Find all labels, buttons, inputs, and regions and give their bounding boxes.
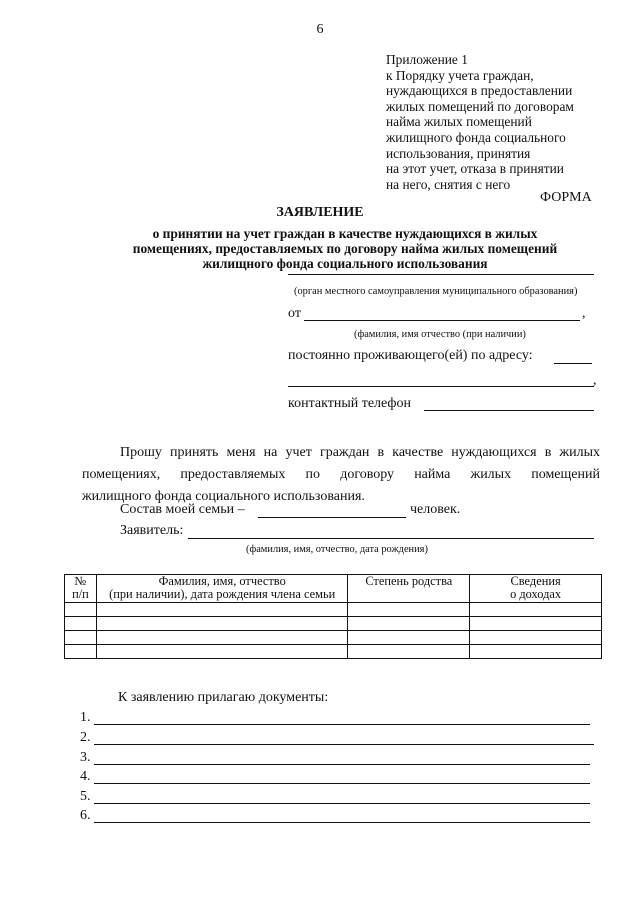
appendix-line: на этот учет, отказа в принятии bbox=[386, 161, 564, 177]
table-row[interactable] bbox=[65, 617, 602, 631]
from-comma: , bbox=[582, 306, 586, 321]
phone-label: контактный телефон bbox=[288, 396, 411, 411]
request-line: жилищного фонда социального использования. bbox=[82, 489, 365, 504]
subtitle-line: о принятии на учет граждан в качестве нуждающихся в жилых bbox=[152, 226, 538, 241]
document-line-4[interactable] bbox=[94, 783, 590, 784]
request-paragraph bbox=[82, 442, 600, 508]
fio-caption: (фамилия, имя отчество (при наличии) bbox=[354, 329, 526, 340]
document-line-3[interactable] bbox=[94, 764, 590, 765]
from-label: от bbox=[288, 306, 301, 321]
organ-field-line[interactable] bbox=[288, 274, 594, 275]
table-row[interactable] bbox=[65, 645, 602, 659]
document-subtitle bbox=[60, 226, 630, 271]
from-field-line[interactable] bbox=[304, 320, 580, 321]
applicant-caption: (фамилия, имя, отчество, дата рождения) bbox=[246, 544, 428, 555]
document-item-number: 5. bbox=[80, 789, 91, 804]
appendix-line: найма жилых помещений bbox=[386, 114, 532, 130]
form-label: ФОРМА bbox=[540, 190, 592, 205]
address-comma: , bbox=[593, 373, 597, 388]
appendix-line: к Порядку учета граждан, bbox=[386, 67, 534, 83]
document-title: ЗАЯВЛЕНИЕ bbox=[276, 205, 364, 220]
document-item-number: 2. bbox=[80, 730, 91, 745]
address-field-line-2[interactable] bbox=[288, 386, 594, 387]
phone-field-line[interactable] bbox=[424, 410, 594, 411]
documents-label: К заявлению прилагаю документы: bbox=[118, 690, 329, 705]
appendix-line: жилых помещений по договорам bbox=[386, 98, 574, 114]
appendix-line: Приложение 1 bbox=[386, 52, 468, 67]
applicant-label: Заявитель: bbox=[120, 523, 184, 538]
appendix-line: нуждающихся в предоставлении bbox=[386, 83, 573, 99]
document-line-5[interactable] bbox=[94, 803, 590, 804]
header-relation: Степень родства bbox=[348, 575, 470, 603]
document-item-number: 1. bbox=[80, 710, 91, 725]
request-line: помещениях, предоставляемых по договору найма жилых помещений bbox=[82, 467, 600, 482]
page-number: 6 bbox=[316, 22, 324, 37]
header-fio: Фамилия, имя, отчество (при наличии), дата рождения члена семьи bbox=[96, 575, 347, 603]
subtitle-line: помещениях, предоставляемых по договору найма жилых помещений bbox=[132, 241, 558, 256]
document-item-number: 4. bbox=[80, 769, 91, 784]
applicant-field-line[interactable] bbox=[188, 538, 594, 539]
family-members-table bbox=[64, 574, 602, 659]
address-field-line-1[interactable] bbox=[554, 363, 592, 364]
header-number: № п/п bbox=[65, 575, 97, 603]
family-count-line[interactable] bbox=[258, 517, 406, 518]
appendix-block bbox=[386, 52, 626, 192]
table-row[interactable] bbox=[65, 631, 602, 645]
organ-caption: (орган местного самоуправления муниципального образования) bbox=[294, 286, 578, 297]
table-header-row bbox=[65, 575, 602, 603]
document-item-number: 3. bbox=[80, 750, 91, 765]
family-suffix: человек. bbox=[410, 502, 461, 517]
family-label: Состав моей семьи – bbox=[120, 502, 245, 517]
address-label: постоянно проживающего(ей) по адресу: bbox=[288, 348, 533, 363]
appendix-line: жилищного фонда социального bbox=[386, 129, 566, 145]
document-line-6[interactable] bbox=[94, 822, 590, 823]
table-row[interactable] bbox=[65, 603, 602, 617]
document-line-1[interactable] bbox=[94, 724, 590, 725]
request-line: Прошу принять меня на учет граждан в качестве нуждающихся в жилых bbox=[120, 445, 600, 460]
appendix-line: на него, снятия с него bbox=[386, 176, 511, 192]
header-income: Сведения о доходах bbox=[470, 575, 602, 603]
document-line-2[interactable] bbox=[94, 744, 594, 745]
document-item-number: 6. bbox=[80, 808, 91, 823]
subtitle-line: жилищного фонда социального использования bbox=[202, 256, 488, 271]
appendix-line: использования, принятия bbox=[386, 145, 531, 161]
